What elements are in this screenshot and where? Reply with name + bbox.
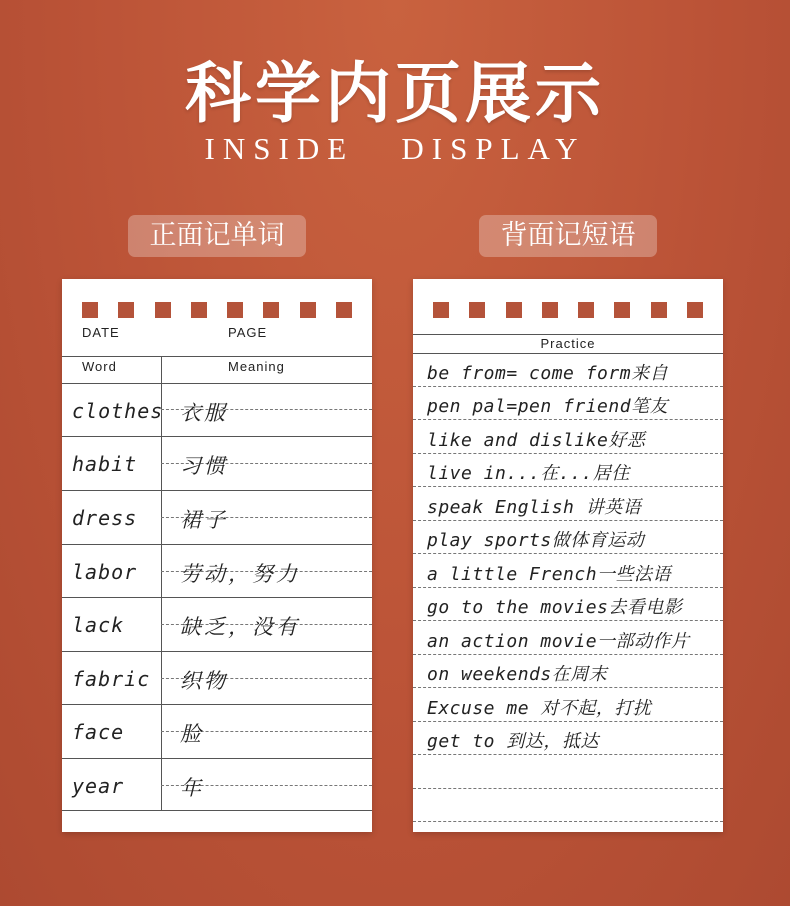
binding-hole <box>118 302 134 318</box>
phrase-card <box>413 279 723 832</box>
binding-hole <box>300 302 316 318</box>
row-divider <box>62 597 372 598</box>
guide-line <box>413 687 723 688</box>
binding-holes <box>82 302 352 318</box>
vocab-meaning: 习惯 <box>180 454 228 478</box>
page-subtitle: INSIDE DISPLAY <box>204 131 586 166</box>
divider <box>413 353 723 354</box>
phrase-item: like and dislike好恶 <box>427 430 646 451</box>
binding-hole <box>191 302 207 318</box>
phrase-item: an action movie一部动作片 <box>427 631 690 652</box>
vocab-word: clothes <box>72 399 164 423</box>
phrase-item: get to 到达，抵达 <box>427 731 599 752</box>
guide-line <box>413 754 723 755</box>
vocab-word: dress <box>72 506 138 530</box>
guide-line <box>413 788 723 789</box>
divider <box>62 383 372 384</box>
binding-hole <box>578 302 594 318</box>
binding-hole <box>614 302 630 318</box>
vocab-word: year <box>72 774 125 798</box>
binding-hole <box>433 302 449 318</box>
phrase-item: play sports做体育运动 <box>427 530 645 551</box>
row-divider <box>62 810 372 811</box>
phrase-item: speak English 讲英语 <box>427 497 642 518</box>
guide-line <box>413 721 723 722</box>
guide-line <box>413 486 723 487</box>
guide-line <box>413 620 723 621</box>
date-label: DATE <box>82 325 120 340</box>
vocab-word: habit <box>72 452 138 476</box>
binding-hole <box>336 302 352 318</box>
guide-line <box>413 386 723 387</box>
row-divider <box>62 490 372 491</box>
binding-hole <box>227 302 243 318</box>
front-side-label: 正面记单词 <box>128 215 306 257</box>
meaning-column-header: Meaning <box>228 359 285 374</box>
row-divider <box>62 544 372 545</box>
divider <box>413 334 723 335</box>
vocab-meaning: 年 <box>180 776 204 800</box>
guide-line <box>413 821 723 822</box>
row-divider <box>62 758 372 759</box>
column-divider <box>161 356 162 810</box>
guide-line <box>413 654 723 655</box>
row-divider <box>62 704 372 705</box>
row-divider <box>62 651 372 652</box>
vocab-meaning: 织物 <box>180 669 228 693</box>
row-divider <box>62 436 372 437</box>
vocab-meaning: 劳动，努力 <box>180 562 300 586</box>
practice-header: Practice <box>540 336 596 351</box>
guide-line <box>413 520 723 521</box>
guide-line <box>413 587 723 588</box>
binding-hole <box>687 302 703 318</box>
back-side-label: 背面记短语 <box>479 215 657 257</box>
divider <box>62 356 372 357</box>
phrase-item: be from= come form来自 <box>427 363 669 384</box>
binding-hole <box>506 302 522 318</box>
phrase-item: live in...在...居住 <box>427 463 630 484</box>
binding-hole <box>469 302 485 318</box>
vocab-meaning: 衣服 <box>180 401 228 425</box>
guide-line <box>413 453 723 454</box>
binding-hole <box>651 302 667 318</box>
binding-hole <box>542 302 558 318</box>
binding-holes <box>433 302 703 318</box>
vocab-word: fabric <box>72 667 151 691</box>
vocab-meaning: 缺乏，没有 <box>180 615 300 639</box>
phrase-item: pen pal=pen friend笔友 <box>427 396 669 417</box>
vocab-meaning: 裙子 <box>180 508 228 532</box>
vocab-word: labor <box>72 560 138 584</box>
page-label: PAGE <box>228 325 268 340</box>
binding-hole <box>263 302 279 318</box>
phrase-item: Excuse me 对不起，打扰 <box>427 698 652 719</box>
guide-line <box>413 553 723 554</box>
binding-hole <box>155 302 171 318</box>
phrase-item: go to the movies去看电影 <box>427 597 683 618</box>
vocab-meaning: 脸 <box>180 722 204 746</box>
binding-hole <box>82 302 98 318</box>
vocab-word: face <box>72 720 125 744</box>
page-title: 科学内页展示 <box>185 55 605 132</box>
guide-line <box>413 419 723 420</box>
vocab-word: lack <box>72 613 125 637</box>
vocabulary-card <box>62 279 372 832</box>
phrase-item: on weekends在周末 <box>427 664 608 685</box>
phrase-item: a little French一些法语 <box>427 564 672 585</box>
word-column-header: Word <box>82 359 117 374</box>
